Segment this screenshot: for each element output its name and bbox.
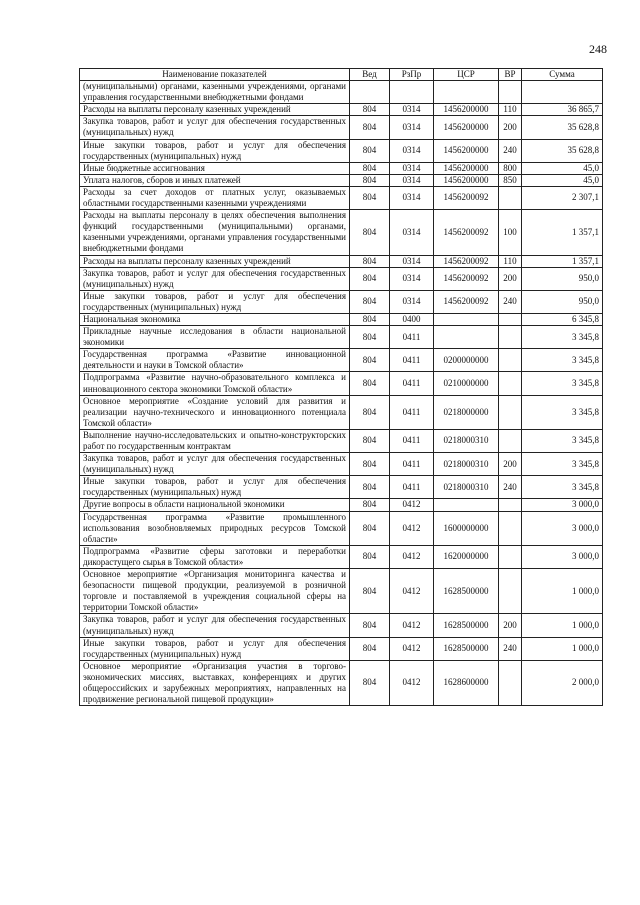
- cell-csr: 1456200000: [434, 162, 499, 174]
- cell-ved: 804: [350, 116, 390, 139]
- table-row: [80, 349, 603, 372]
- cell-sum: 3 345,8: [522, 372, 603, 395]
- cell-ved: 804: [350, 545, 390, 568]
- cell-name: Иные закупки товаров, работ и услуг для обеспечения государственных (муниципальных) нужд: [80, 637, 350, 660]
- cell-vr: [499, 372, 522, 395]
- cell-sum: 3 000,0: [522, 545, 603, 568]
- cell-vr: [499, 511, 522, 545]
- header-csr: ЦСР: [434, 69, 499, 81]
- cell-csr: [434, 313, 499, 325]
- cell-vr: 240: [499, 476, 522, 499]
- cell-sum: 45,0: [522, 174, 603, 186]
- cell-rzpr: 0314: [390, 162, 434, 174]
- cell-rzpr: 0314: [390, 255, 434, 267]
- cell-csr: 1456200000: [434, 116, 499, 139]
- cell-vr: 800: [499, 162, 522, 174]
- cell-name: Основное мероприятие «Создание условий для развития и реализации научно-технического и инновационного потенциала Томской области»: [80, 395, 350, 429]
- cell-rzpr: 0412: [390, 614, 434, 637]
- cell-name: Основное мероприятие «Организация мониторинга качества и безопасности пищевой продукции, реализуемой в розничной торговле и поставляемой в учреждения социальной сферы на территории Томской области»: [80, 569, 350, 614]
- cell-rzpr: 0400: [390, 313, 434, 325]
- cell-csr: 0218000310: [434, 429, 499, 452]
- cell-rzpr: 0314: [390, 267, 434, 290]
- cell-csr: 0218000310: [434, 453, 499, 476]
- cell-name: Подпрограмма «Развитие научно-образовательного комплекса и инновационного сектора экономики Томской области»: [80, 372, 350, 395]
- cell-csr: 1600000000: [434, 511, 499, 545]
- cell-sum: 36 865,7: [522, 104, 603, 116]
- cell-vr: [499, 545, 522, 568]
- cell-name: Расходы на выплаты персоналу казенных учреждений: [80, 255, 350, 267]
- cell-csr: 1456200092: [434, 267, 499, 290]
- cell-csr: 1456200000: [434, 139, 499, 162]
- cell-vr: [499, 499, 522, 511]
- cell-name: Закупка товаров, работ и услуг для обеспечения государственных (муниципальных) нужд: [80, 267, 350, 290]
- cell-rzpr: 0412: [390, 511, 434, 545]
- cell-ved: 804: [350, 313, 390, 325]
- table-row: [80, 81, 603, 104]
- cell-vr: [499, 660, 522, 705]
- cell-sum: 2 000,0: [522, 660, 603, 705]
- page-number: 248: [589, 42, 607, 56]
- cell-name: Иные закупки товаров, работ и услуг для обеспечения государственных (муниципальных) нужд: [80, 290, 350, 313]
- cell-rzpr: [390, 81, 434, 104]
- cell-sum: 3 345,8: [522, 395, 603, 429]
- cell-ved: 804: [350, 453, 390, 476]
- cell-csr: 0200000000: [434, 349, 499, 372]
- cell-name: Закупка товаров, работ и услуг для обеспечения государственных (муниципальных) нужд: [80, 453, 350, 476]
- table-row: [80, 186, 603, 209]
- cell-rzpr: 0412: [390, 569, 434, 614]
- cell-csr: 0210000000: [434, 372, 499, 395]
- cell-csr: [434, 326, 499, 349]
- cell-sum: 1 000,0: [522, 637, 603, 660]
- table-row: [80, 499, 603, 511]
- budget-table: [79, 68, 603, 706]
- table-row: [80, 614, 603, 637]
- cell-sum: 1 000,0: [522, 569, 603, 614]
- cell-name: Расходы на выплаты персоналу казенных учреждений: [80, 104, 350, 116]
- table-header-row: [80, 69, 603, 81]
- cell-sum: 1 000,0: [522, 614, 603, 637]
- cell-ved: 804: [350, 210, 390, 255]
- table-row: [80, 255, 603, 267]
- cell-rzpr: 0314: [390, 210, 434, 255]
- cell-ved: 804: [350, 372, 390, 395]
- cell-csr: 1620000000: [434, 545, 499, 568]
- table-row: [80, 116, 603, 139]
- cell-vr: [499, 186, 522, 209]
- cell-name: Основное мероприятие «Организация участия в торгово-экономических миссиях, выставках, конференциях и других общероссийских и зарубежных мероприятиях, направленных на продвижение региональной пищевой продукции»: [80, 660, 350, 705]
- cell-rzpr: 0411: [390, 349, 434, 372]
- cell-vr: [499, 569, 522, 614]
- table-row: [80, 453, 603, 476]
- cell-rzpr: 0412: [390, 545, 434, 568]
- cell-name: Иные закупки товаров, работ и услуг для обеспечения государственных (муниципальных) нужд: [80, 476, 350, 499]
- cell-vr: 240: [499, 637, 522, 660]
- cell-csr: 1456200092: [434, 255, 499, 267]
- cell-rzpr: 0314: [390, 174, 434, 186]
- cell-rzpr: 0314: [390, 186, 434, 209]
- cell-ved: 804: [350, 614, 390, 637]
- table-row: [80, 395, 603, 429]
- header-rzpr: РзПр: [390, 69, 434, 81]
- cell-rzpr: 0411: [390, 372, 434, 395]
- cell-vr: [499, 349, 522, 372]
- cell-vr: [499, 429, 522, 452]
- cell-csr: 1628500000: [434, 569, 499, 614]
- cell-name: Иные бюджетные ассигнования: [80, 162, 350, 174]
- cell-vr: [499, 395, 522, 429]
- cell-rzpr: 0412: [390, 637, 434, 660]
- cell-rzpr: 0411: [390, 476, 434, 499]
- cell-ved: 804: [350, 429, 390, 452]
- cell-rzpr: 0411: [390, 395, 434, 429]
- table-row: [80, 326, 603, 349]
- cell-csr: 1628600000: [434, 660, 499, 705]
- header-sum: Сумма: [522, 69, 603, 81]
- table-row: [80, 210, 603, 255]
- cell-csr: 1628500000: [434, 637, 499, 660]
- cell-csr: 1456200000: [434, 174, 499, 186]
- cell-csr: 1456200000: [434, 104, 499, 116]
- cell-csr: 1456200092: [434, 290, 499, 313]
- cell-ved: 804: [350, 660, 390, 705]
- cell-name: Расходы за счет доходов от платных услуг, оказываемых областными государственными казенными учреждениями: [80, 186, 350, 209]
- cell-name: Иные закупки товаров, работ и услуг для обеспечения государственных (муниципальных) нужд: [80, 139, 350, 162]
- cell-sum: 950,0: [522, 267, 603, 290]
- cell-rzpr: 0411: [390, 326, 434, 349]
- cell-rzpr: 0412: [390, 660, 434, 705]
- cell-ved: 804: [350, 569, 390, 614]
- cell-sum: [522, 81, 603, 104]
- cell-rzpr: 0314: [390, 116, 434, 139]
- cell-ved: 804: [350, 395, 390, 429]
- table-row: [80, 372, 603, 395]
- cell-name: Прикладные научные исследования в области национальной экономики: [80, 326, 350, 349]
- cell-ved: 804: [350, 162, 390, 174]
- cell-sum: 35 628,8: [522, 139, 603, 162]
- cell-ved: 804: [350, 511, 390, 545]
- cell-rzpr: 0411: [390, 453, 434, 476]
- cell-vr: 110: [499, 255, 522, 267]
- cell-name: Выполнение научно-исследовательских и опытно-конструкторских работ по государственным контрактам: [80, 429, 350, 452]
- cell-sum: 3 345,8: [522, 326, 603, 349]
- table-row: [80, 162, 603, 174]
- cell-ved: 804: [350, 290, 390, 313]
- cell-ved: 804: [350, 267, 390, 290]
- cell-ved: 804: [350, 174, 390, 186]
- cell-vr: 850: [499, 174, 522, 186]
- cell-vr: 200: [499, 116, 522, 139]
- cell-vr: 110: [499, 104, 522, 116]
- cell-sum: 6 345,8: [522, 313, 603, 325]
- cell-sum: 1 357,1: [522, 210, 603, 255]
- table-row: [80, 637, 603, 660]
- cell-name: Закупка товаров, работ и услуг для обеспечения государственных (муниципальных) нужд: [80, 116, 350, 139]
- cell-name: Уплата налогов, сборов и иных платежей: [80, 174, 350, 186]
- cell-csr: 0218000000: [434, 395, 499, 429]
- table-row: [80, 476, 603, 499]
- cell-rzpr: 0411: [390, 429, 434, 452]
- cell-csr: [434, 81, 499, 104]
- cell-sum: 45,0: [522, 162, 603, 174]
- cell-ved: 804: [350, 186, 390, 209]
- table-row: [80, 290, 603, 313]
- cell-vr: [499, 326, 522, 349]
- cell-ved: 804: [350, 139, 390, 162]
- cell-vr: 200: [499, 267, 522, 290]
- cell-sum: 2 307,1: [522, 186, 603, 209]
- cell-sum: 1 357,1: [522, 255, 603, 267]
- cell-sum: 3 345,8: [522, 349, 603, 372]
- cell-sum: 3 345,8: [522, 429, 603, 452]
- table-row: [80, 104, 603, 116]
- cell-vr: [499, 313, 522, 325]
- cell-ved: 804: [350, 326, 390, 349]
- cell-vr: 100: [499, 210, 522, 255]
- cell-name: Государственная программа «Развитие инновационной деятельности и науки в Томской области»: [80, 349, 350, 372]
- cell-rzpr: 0314: [390, 139, 434, 162]
- cell-csr: 1456200092: [434, 186, 499, 209]
- cell-ved: 804: [350, 349, 390, 372]
- cell-ved: 804: [350, 499, 390, 511]
- cell-csr: [434, 499, 499, 511]
- table-row: [80, 545, 603, 568]
- header-vr: ВР: [499, 69, 522, 81]
- cell-name: Национальная экономика: [80, 313, 350, 325]
- cell-name: Расходы на выплаты персоналу в целях обеспечения выполнения функций государственными (муниципальными) органами, казенными учреждениями, органами управления государственными внебюджетными фондами: [80, 210, 350, 255]
- cell-vr: 240: [499, 139, 522, 162]
- cell-ved: [350, 81, 390, 104]
- table-row: [80, 174, 603, 186]
- cell-sum: 3 345,8: [522, 453, 603, 476]
- cell-ved: 804: [350, 637, 390, 660]
- cell-vr: 200: [499, 453, 522, 476]
- cell-csr: 1456200092: [434, 210, 499, 255]
- cell-ved: 804: [350, 476, 390, 499]
- table-row: [80, 267, 603, 290]
- cell-rzpr: 0314: [390, 104, 434, 116]
- cell-sum: 35 628,8: [522, 116, 603, 139]
- header-ved: Вед: [350, 69, 390, 81]
- cell-rzpr: 0412: [390, 499, 434, 511]
- cell-sum: 3 000,0: [522, 511, 603, 545]
- cell-vr: [499, 81, 522, 104]
- cell-rzpr: 0314: [390, 290, 434, 313]
- table-row: [80, 429, 603, 452]
- cell-ved: 804: [350, 255, 390, 267]
- table-row: [80, 313, 603, 325]
- cell-name: (муниципальными) органами, казенными учреждениями, органами управления государственными внебюджетными фондами: [80, 81, 350, 104]
- cell-sum: 950,0: [522, 290, 603, 313]
- cell-name: Подпрограмма «Развитие сферы заготовки и переработки дикорастущего сырья в Томской области»: [80, 545, 350, 568]
- cell-ved: 804: [350, 104, 390, 116]
- header-name: Наименование показателей: [80, 69, 350, 81]
- cell-csr: 0218000310: [434, 476, 499, 499]
- cell-csr: 1628500000: [434, 614, 499, 637]
- table-row: [80, 511, 603, 545]
- cell-vr: 240: [499, 290, 522, 313]
- cell-sum: 3 000,0: [522, 499, 603, 511]
- cell-name: Закупка товаров, работ и услуг для обеспечения государственных (муниципальных) нужд: [80, 614, 350, 637]
- cell-vr: 200: [499, 614, 522, 637]
- cell-sum: 3 345,8: [522, 476, 603, 499]
- cell-name: Государственная программа «Развитие промышленного использования возобновляемых природных ресурсов Томской области»: [80, 511, 350, 545]
- table-row: [80, 139, 603, 162]
- table-row: [80, 569, 603, 614]
- cell-name: Другие вопросы в области национальной экономики: [80, 499, 350, 511]
- table-row: [80, 660, 603, 705]
